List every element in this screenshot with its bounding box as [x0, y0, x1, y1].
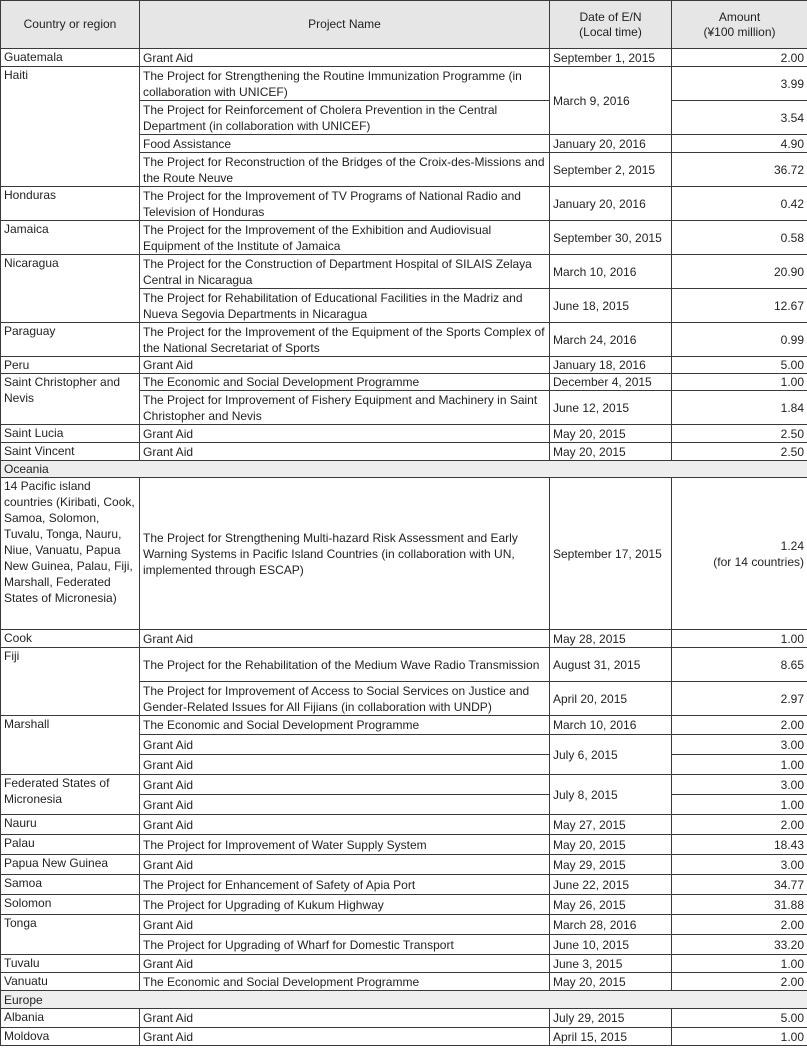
table-row	[1, 973, 807, 991]
table-row	[1, 835, 807, 855]
project-cell: Grant Aid	[140, 443, 550, 461]
country-cell: Haiti	[1, 67, 140, 187]
table-row	[1, 49, 807, 67]
date-cell: July 29, 2015	[550, 1009, 672, 1028]
region-label: Oceania	[1, 461, 807, 478]
header-amount: Amount (¥100 million)	[672, 1, 807, 49]
date-cell: July 8, 2015	[550, 775, 672, 815]
amount-cell: 2.50	[672, 443, 807, 461]
date-cell: April 15, 2015	[550, 1028, 672, 1046]
country-cell: Guatemala	[1, 49, 140, 67]
country-cell: Palau	[1, 835, 140, 855]
amount-cell: 1.00	[672, 1028, 807, 1046]
amount-cell: 2.00	[672, 915, 807, 935]
amount-cell: 34.77	[672, 875, 807, 895]
project-cell: The Project for the Improvement of TV Programs of National Radio and Television of Honduras	[140, 187, 550, 221]
table-row	[1, 648, 807, 682]
project-cell: The Project for Upgrading of Kukum Highway	[140, 895, 550, 915]
table-row	[1, 716, 807, 735]
table-row	[1, 221, 807, 255]
project-cell: The Project for Improvement of Access to Social Services on Justice and Gender-Related Issues for All Fijians (in collaboration with UNDP)	[140, 682, 550, 716]
project-cell: Grant Aid	[140, 630, 550, 648]
amount-cell: 0.99	[672, 323, 807, 357]
amount-cell: 1.84	[672, 391, 807, 425]
date-cell: September 30, 2015	[550, 221, 672, 255]
country-cell: Moldova	[1, 1028, 140, 1046]
amount-cell: 4.90	[672, 135, 807, 153]
amount-cell: 3.99	[672, 67, 807, 101]
table-row	[1, 255, 807, 289]
date-cell: March 10, 2016	[550, 716, 672, 735]
country-cell: Jamaica	[1, 221, 140, 255]
date-cell: March 10, 2016	[550, 255, 672, 289]
date-cell: March 24, 2016	[550, 323, 672, 357]
table-row	[1, 1028, 807, 1046]
header-project: Project Name	[140, 1, 550, 49]
project-cell: Grant Aid	[140, 735, 550, 755]
project-cell: Grant Aid	[140, 915, 550, 935]
project-cell: The Project for the Improvement of the Equipment of the Sports Complex of the National Secretariat of Sports	[140, 323, 550, 357]
amount-cell: 8.65	[672, 648, 807, 682]
amount-cell: 3.00	[672, 855, 807, 875]
country-cell: Samoa	[1, 875, 140, 895]
project-cell: Grant Aid	[140, 955, 550, 973]
header-row	[1, 1, 807, 49]
date-cell: May 29, 2015	[550, 855, 672, 875]
project-cell: The Project for Strengthening Multi-hazard Risk Assessment and Early Warning Systems in Pacific Island Countries (in collaboration with UN, implemented through ESCAP)	[140, 478, 550, 630]
amount-cell: 2.00	[672, 973, 807, 991]
project-cell: The Project for Rehabilitation of Educational Facilities in the Madriz and Nueva Segovia Departments in Nicaragua	[140, 289, 550, 323]
amount-cell: 0.42	[672, 187, 807, 221]
country-cell: Albania	[1, 1009, 140, 1028]
table-row	[1, 67, 807, 101]
amount-cell	[672, 478, 807, 630]
date-cell: June 12, 2015	[550, 391, 672, 425]
date-cell: March 28, 2016	[550, 915, 672, 935]
amount-cell: 1.00	[672, 755, 807, 775]
country-cell: Nauru	[1, 815, 140, 835]
project-cell: The Economic and Social Development Programme	[140, 973, 550, 991]
amount-cell: 1.00	[672, 795, 807, 815]
table-row	[1, 374, 807, 391]
country-cell: Saint Vincent	[1, 443, 140, 461]
date-cell: May 20, 2015	[550, 835, 672, 855]
country-cell: Federated States of Micronesia	[1, 775, 140, 815]
project-cell: Grant Aid	[140, 775, 550, 795]
project-cell: Grant Aid	[140, 1009, 550, 1028]
amount-cell: 0.58	[672, 221, 807, 255]
project-cell: The Project for Strengthening the Routine Immunization Programme (in collaboration with UNICEF)	[140, 67, 550, 101]
project-cell: The Project for Reinforcement of Cholera Prevention in the Central Department (in collaboration with UNICEF)	[140, 101, 550, 135]
region-row	[1, 461, 807, 478]
date-cell: June 18, 2015	[550, 289, 672, 323]
amount-cell: 12.67	[672, 289, 807, 323]
table-row	[1, 955, 807, 973]
amount-cell: 1.00	[672, 955, 807, 973]
table-row	[1, 478, 807, 630]
amount-note: (for 14 countries)	[713, 554, 804, 569]
table-row	[1, 1009, 807, 1028]
amount-cell: 2.00	[672, 815, 807, 835]
amount-cell: 3.00	[672, 735, 807, 755]
table-row	[1, 630, 807, 648]
project-cell: The Project for Improvement of Water Supply System	[140, 835, 550, 855]
date-cell: June 10, 2015	[550, 935, 672, 955]
project-cell: Grant Aid	[140, 1028, 550, 1046]
project-cell: The Project for Upgrading of Wharf for Domestic Transport	[140, 935, 550, 955]
project-cell: The Project for the Rehabilitation of the Medium Wave Radio Transmission	[140, 648, 550, 682]
date-cell: January 20, 2016	[550, 187, 672, 221]
date-cell: May 28, 2015	[550, 630, 672, 648]
project-cell: The Project for Reconstruction of the Bridges of the Croix-des-Missions and the Route Neuve	[140, 153, 550, 187]
amount-value: 1.24	[780, 538, 804, 553]
project-cell: Grant Aid	[140, 357, 550, 374]
amount-cell: 33.20	[672, 935, 807, 955]
date-cell: June 22, 2015	[550, 875, 672, 895]
amount-cell: 2.00	[672, 49, 807, 67]
date-cell: May 20, 2015	[550, 973, 672, 991]
table-row	[1, 895, 807, 915]
date-cell: January 18, 2016	[550, 357, 672, 374]
project-cell: Grant Aid	[140, 49, 550, 67]
header-country: Country or region	[1, 1, 140, 49]
date-cell: December 4, 2015	[550, 374, 672, 391]
amount-cell: 5.00	[672, 1009, 807, 1028]
country-cell: Cook	[1, 630, 140, 648]
table-row	[1, 915, 807, 935]
table-row	[1, 425, 807, 443]
date-cell: March 9, 2016	[550, 67, 672, 135]
amount-cell: 3.00	[672, 775, 807, 795]
project-cell: Grant Aid	[140, 755, 550, 775]
project-cell: The Project for Enhancement of Safety of Apia Port	[140, 875, 550, 895]
amount-cell: 20.90	[672, 255, 807, 289]
date-cell: January 20, 2016	[550, 135, 672, 153]
amount-cell: 2.50	[672, 425, 807, 443]
project-cell: Food Assistance	[140, 135, 550, 153]
project-cell: Grant Aid	[140, 795, 550, 815]
date-cell: May 20, 2015	[550, 425, 672, 443]
date-cell: August 31, 2015	[550, 648, 672, 682]
date-cell: September 2, 2015	[550, 153, 672, 187]
table-row	[1, 875, 807, 895]
amount-cell: 1.00	[672, 630, 807, 648]
table-row	[1, 323, 807, 357]
date-cell: April 20, 2015	[550, 682, 672, 716]
country-cell: Vanuatu	[1, 973, 140, 991]
project-cell: The Project for Improvement of Fishery Equipment and Machinery in Saint Christopher and Nevis	[140, 391, 550, 425]
table-row	[1, 775, 807, 795]
amount-cell: 5.00	[672, 357, 807, 374]
amount-cell: 2.00	[672, 716, 807, 735]
amount-cell: 3.54	[672, 101, 807, 135]
date-cell: May 27, 2015	[550, 815, 672, 835]
date-cell: September 1, 2015	[550, 49, 672, 67]
project-cell: Grant Aid	[140, 815, 550, 835]
region-row	[1, 991, 807, 1009]
amount-cell: 31.88	[672, 895, 807, 915]
project-cell: The Economic and Social Development Programme	[140, 374, 550, 391]
project-cell: The Project for the Improvement of the Exhibition and Audiovisual Equipment of the Institute of Jamaica	[140, 221, 550, 255]
date-cell: September 17, 2015	[550, 478, 672, 630]
amount-cell: 18.43	[672, 835, 807, 855]
table-row	[1, 187, 807, 221]
country-cell: Fiji	[1, 648, 140, 716]
date-cell: June 3, 2015	[550, 955, 672, 973]
country-cell: Nicaragua	[1, 255, 140, 323]
table-row	[1, 815, 807, 835]
country-cell: Paraguay	[1, 323, 140, 357]
country-cell: Papua New Guinea	[1, 855, 140, 875]
country-cell: 14 Pacific island countries (Kiribati, Cook, Samoa, Solomon, Tuvalu, Tonga, Nauru, Niue, Vanuatu, Papua New Guinea, Palau, Fiji, Marshall, Federated States of Micronesia)	[1, 478, 140, 630]
country-cell: Saint Lucia	[1, 425, 140, 443]
table-row	[1, 357, 807, 374]
country-cell: Tonga	[1, 915, 140, 955]
project-cell: Grant Aid	[140, 425, 550, 443]
date-cell: July 6, 2015	[550, 735, 672, 775]
table-row	[1, 443, 807, 461]
amount-cell: 2.97	[672, 682, 807, 716]
region-label: Europe	[1, 991, 807, 1009]
project-cell: Grant Aid	[140, 855, 550, 875]
amount-cell: 36.72	[672, 153, 807, 187]
country-cell: Saint Christopher and Nevis	[1, 374, 140, 425]
country-cell: Tuvalu	[1, 955, 140, 973]
country-cell: Solomon	[1, 895, 140, 915]
date-cell: May 20, 2015	[550, 443, 672, 461]
header-date: Date of E/N (Local time)	[550, 1, 672, 49]
country-cell: Marshall	[1, 716, 140, 775]
amount-cell: 1.00	[672, 374, 807, 391]
project-cell: The Project for the Construction of Department Hospital of SILAIS Zelaya Central in Nicaragua	[140, 255, 550, 289]
table-row	[1, 855, 807, 875]
project-cell: The Economic and Social Development Programme	[140, 716, 550, 735]
country-cell: Honduras	[1, 187, 140, 221]
country-cell: Peru	[1, 357, 140, 374]
date-cell: May 26, 2015	[550, 895, 672, 915]
